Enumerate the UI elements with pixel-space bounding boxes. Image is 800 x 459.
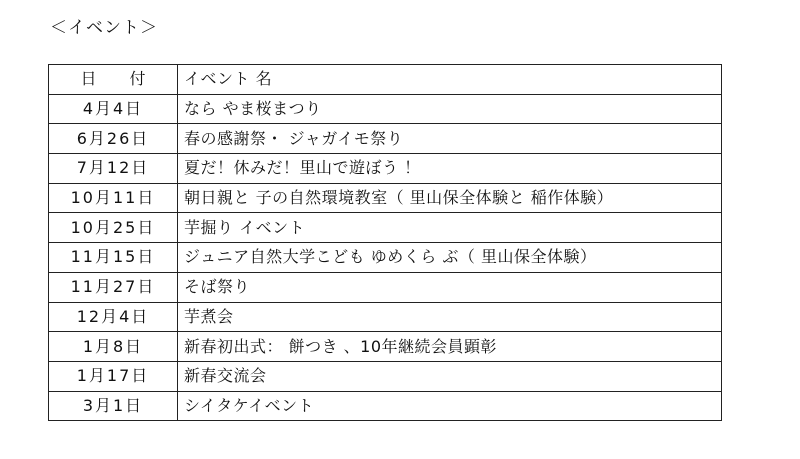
table-row — [49, 94, 722, 124]
event-name: 芋掘り イベント — [178, 213, 722, 243]
event-name: シイタケイベント — [178, 391, 722, 421]
event-name: 芋煮会 — [178, 302, 722, 332]
event-name-column-header: イベント 名 — [178, 65, 722, 95]
table-header-row — [49, 65, 722, 95]
event-date: 1月17日 — [49, 361, 178, 391]
event-date: 10月25日 — [49, 213, 178, 243]
table-row — [49, 183, 722, 213]
event-name: そば祭り — [178, 272, 722, 302]
table-row — [49, 243, 722, 273]
events-table — [48, 64, 722, 421]
date-column-header: 日 付 — [49, 65, 178, 95]
event-name: 夏だ！休みだ！里山で遊ぼう ！ — [178, 154, 722, 184]
event-date: 6月26日 — [49, 124, 178, 154]
event-date: 11月15日 — [49, 243, 178, 273]
event-name: 新春交流会 — [178, 361, 722, 391]
event-name: 朝日親と 子の自然環境教室（ 里山保全体験と 稲作体験） — [178, 183, 722, 213]
event-name: ジュニア自然大学こども ゆめくら ぶ（ 里山保全体験） — [178, 243, 722, 273]
event-date: 11月27日 — [49, 272, 178, 302]
event-date: 1月8日 — [49, 332, 178, 362]
event-name: 春の感謝祭・ ジャガイモ祭り — [178, 124, 722, 154]
event-date: 4月4日 — [49, 94, 178, 124]
section-heading: ＜イベント＞ — [50, 18, 158, 38]
table-row — [49, 391, 722, 421]
event-date: 7月12日 — [49, 154, 178, 184]
table-row — [49, 154, 722, 184]
event-date: 10月11日 — [49, 183, 178, 213]
event-name: なら やま桜まつり — [178, 94, 722, 124]
table-row — [49, 124, 722, 154]
event-date: 12月4日 — [49, 302, 178, 332]
event-date: 3月1日 — [49, 391, 178, 421]
table-row — [49, 213, 722, 243]
table-row — [49, 302, 722, 332]
table-row — [49, 272, 722, 302]
table-row — [49, 361, 722, 391]
table-row — [49, 332, 722, 362]
event-name: 新春初出式： 餅つき 、10年継続会員顕彰 — [178, 332, 722, 362]
